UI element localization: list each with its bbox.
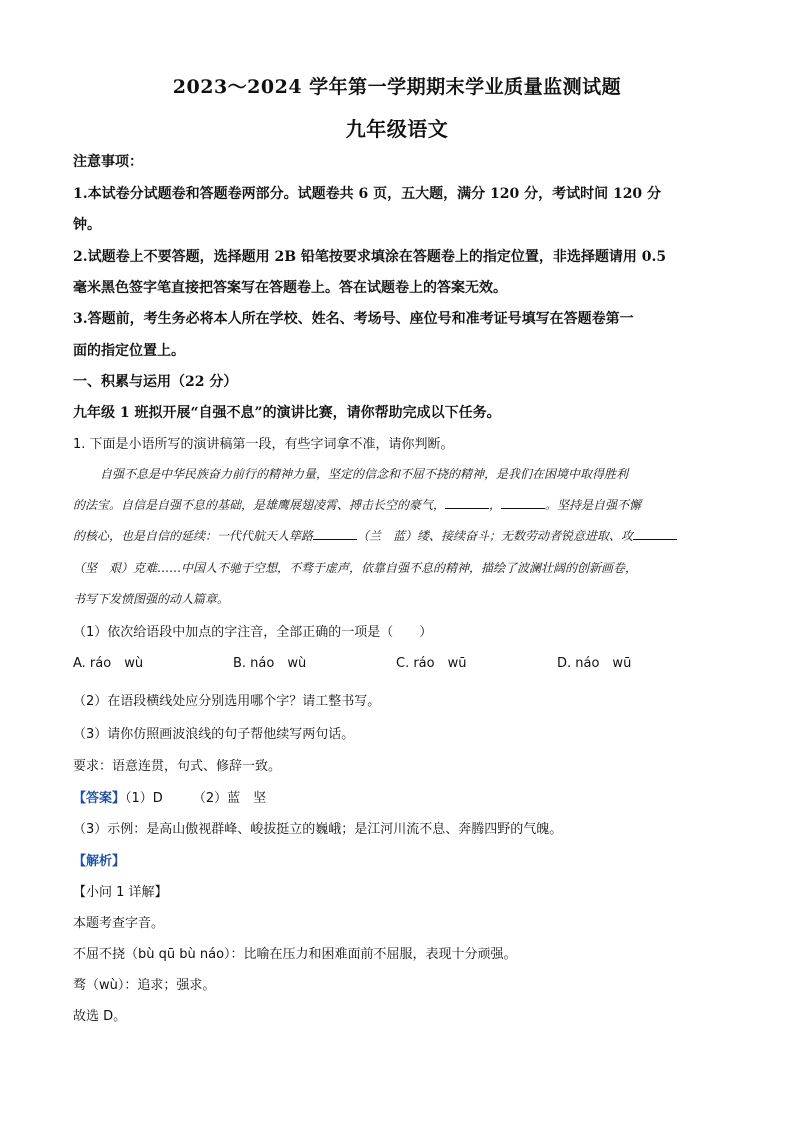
passage-line: [73, 527, 677, 544]
analysis-line: [73, 850, 125, 869]
notice-line: 面的指定位置上。: [73, 343, 185, 359]
answer-text: （3）示例：是高山傲视群峰、峻拔挺立的巍峨；是江河川流不息、奔腾四野的气魄。: [73, 822, 563, 837]
passage-line: 书写下发愤图强的动人篇章。: [73, 592, 230, 606]
analysis-subheading: 【小问 1 详解】: [73, 885, 168, 900]
answer-line: [73, 787, 266, 806]
exam-subtitle: 九年级语文: [345, 117, 449, 141]
analysis-text: 本题考查字音。: [73, 916, 165, 931]
question-prompt: 1. 下面是小语所写的演讲稿第一段，有些字词拿不准，请你判断。: [73, 437, 454, 452]
sub-question: （3）请你仿照画波浪线的句子帮他续写两句话。: [73, 727, 355, 742]
sub-question: （2）在语段横线处应分别选用哪个字？请工整书写。: [73, 694, 381, 709]
analysis-text: 骛（wù）：追求；强求。: [73, 978, 216, 993]
option-c: C. ráo wū: [396, 656, 467, 671]
notice-line: 2.试题卷上不要答题，选择题用 2B 铅笔按要求填涂在答题卷上的指定位置，非选择题请用 0.5: [73, 249, 667, 265]
analysis-text: 不屈不挠（bù qū bù náo）：比喻在压力和困难面前不屈服，表现十分顽强。: [73, 947, 517, 962]
notice-line: 1.本试卷分试题卷和答题卷两部分。试题卷共 6 页，五大题，满分 120 分，考试时间 120 分: [73, 186, 662, 202]
analysis-label: 【解析】: [73, 854, 126, 869]
exam-title: 2023～2024 学年第一学期期末学业质量监测试题: [172, 76, 622, 98]
passage-text: 。坚持是自强不懈: [545, 498, 642, 512]
option-d: D. náo wū: [557, 656, 632, 671]
passage-text: ，: [489, 498, 502, 512]
answer-text: （1）D: [125, 791, 163, 806]
section-intro: 九年级 1 班拟开展“自强不息”的演讲比赛，请你帮助完成以下任务。: [73, 405, 501, 421]
fill-blank: [445, 496, 489, 509]
passage-text: 的核心，也是自信的延续：一代代航天人筚路: [73, 529, 314, 543]
notice-line: 钟。: [73, 217, 101, 233]
fill-blank: [501, 496, 545, 509]
passage-line: [73, 496, 641, 513]
option-b: B. náo wù: [233, 656, 307, 671]
passage-line: 自强不息是中华民族奋力前行的精神力量，坚定的信念和不屈不挠的精神，是我们在困境中取得胜利: [100, 467, 629, 481]
option-a: A. ráo wù: [73, 656, 144, 671]
notice-line: 3.答题前，考生务必将本人所在学校、姓名、考场号、座位号和准考证号填写在答题卷第一: [73, 311, 634, 327]
notice-line: 毫米黑色签字笔直接把答案写在答题卷上。答在试题卷上的答案无效。: [73, 280, 507, 296]
analysis-text: 故选 D。: [73, 1009, 127, 1024]
passage-line: （坚 艰）克难……中国人不驰于空想，不骛于虚声，依靠自强不息的精神，描绘了波澜壮阔的创新画卷，: [73, 561, 638, 575]
sub-question: （1）依次给语段中加点的字注音，全部正确的一项是（ ）: [73, 625, 433, 640]
passage-text: 的法宝。自信是自强不息的基础，是雄鹰展翅凌霄、搏击长空的豪气，: [73, 498, 446, 512]
section-heading: 一、积累与运用（22 分）: [73, 374, 238, 390]
notice-heading: 注意事项：: [73, 154, 143, 170]
requirement-text: 要求：语意连贯，句式、修辞一致。: [73, 759, 282, 774]
fill-blank: [313, 527, 357, 540]
answer-text: （2）蓝 坚: [192, 791, 267, 806]
answer-label: 【答案】: [73, 791, 126, 806]
passage-text: （兰 蓝）缕、接续奋斗；无数劳动者锐意进取、攻: [357, 529, 634, 543]
fill-blank: [633, 527, 677, 540]
